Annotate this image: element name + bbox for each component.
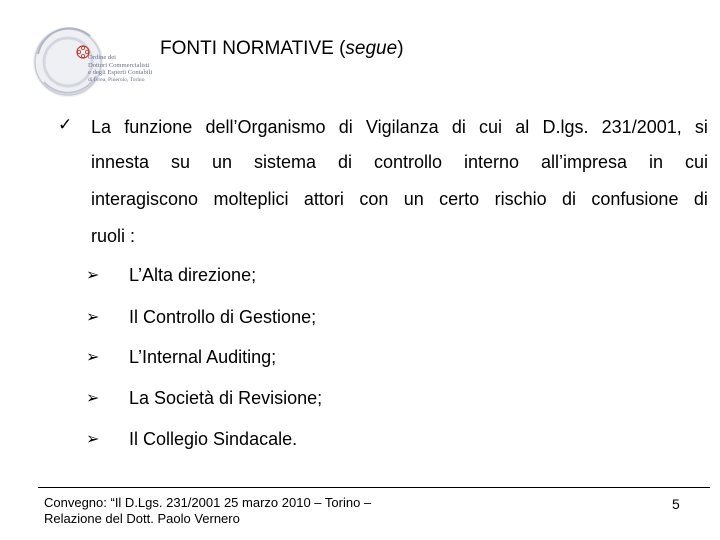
list-item: L’Alta direzione; bbox=[129, 265, 257, 285]
title-main: FONTI NORMATIVE ( bbox=[160, 38, 346, 59]
paragraph-word: interagiscono bbox=[91, 189, 199, 209]
paragraph-word: di bbox=[561, 189, 576, 209]
paragraph-word: cui bbox=[479, 117, 503, 137]
paragraph-word: sistema bbox=[254, 152, 317, 172]
logo bbox=[30, 24, 156, 104]
paragraph-word: molteplici bbox=[213, 189, 289, 209]
paragraph-word: confusione bbox=[591, 189, 679, 209]
paragraph-word: di bbox=[451, 117, 466, 137]
logo-text bbox=[88, 54, 158, 84]
logo-line: Ordine dei bbox=[88, 54, 117, 61]
page-number: 5 bbox=[672, 496, 680, 512]
logo-line: Dottori Commercialisti bbox=[88, 61, 150, 69]
paragraph-word: con bbox=[359, 189, 389, 209]
paragraph-word: al bbox=[515, 117, 530, 137]
logo-line: e degli Esperti Contabili bbox=[88, 69, 153, 77]
paragraph-word: innesta bbox=[91, 152, 150, 172]
footer-divider bbox=[38, 487, 710, 488]
paragraph-word: dell’Organismo bbox=[205, 117, 326, 137]
list-item: La Società di Revisione; bbox=[129, 388, 323, 408]
paragraph-word: 231/2001, bbox=[601, 117, 682, 137]
paragraph-word: cui bbox=[684, 152, 708, 172]
paragraph-word: D.lgs. bbox=[542, 117, 589, 137]
list-item: Il Controllo di Gestione; bbox=[129, 307, 317, 327]
paragraph-word: Vigilanza bbox=[365, 117, 439, 137]
arrow-bullet-icon: ➢ bbox=[86, 307, 100, 326]
paragraph-word: di bbox=[338, 117, 353, 137]
list-item: Il Collegio Sindacale. bbox=[129, 429, 298, 449]
footer-line-1: Convegno: “Il D.Lgs. 231/2001 25 marzo 2010 – Torino – bbox=[44, 495, 372, 510]
paragraph-word: un bbox=[403, 189, 424, 209]
arrow-bullet-icon: ➢ bbox=[86, 347, 100, 366]
arrow-bullet-icon: ➢ bbox=[86, 429, 100, 448]
paragraph-word: un bbox=[212, 152, 233, 172]
paragraph-word: si bbox=[694, 117, 708, 137]
paragraph-word: certo bbox=[439, 189, 480, 209]
list-item: L’Internal Auditing; bbox=[129, 347, 277, 367]
paragraph-word: controllo bbox=[373, 152, 443, 172]
arrow-bullet-icon: ➢ bbox=[86, 388, 100, 407]
page-title bbox=[160, 38, 404, 60]
paragraph-line-2 bbox=[91, 151, 708, 173]
paragraph-word: su bbox=[171, 152, 191, 172]
paragraph-word: di bbox=[693, 189, 708, 209]
paragraph-word: all’impresa bbox=[541, 152, 628, 172]
paragraph-word: funzione bbox=[124, 117, 193, 137]
paragraph-word: rischio bbox=[494, 189, 547, 209]
checkmark-icon: ✓ bbox=[58, 115, 73, 135]
paragraph-word: La bbox=[91, 117, 112, 137]
logo-line: di Ivrea, Pinerolo, Torino bbox=[88, 76, 145, 83]
paragraph-word: in bbox=[649, 152, 664, 172]
footer-text bbox=[44, 495, 371, 527]
footer-line-2: Relazione del Dott. Paolo Vernero bbox=[44, 511, 240, 526]
paragraph-line-1 bbox=[91, 116, 708, 138]
paragraph-line-3 bbox=[91, 188, 708, 210]
arrow-bullet-icon: ➢ bbox=[86, 265, 100, 284]
title-close: ) bbox=[397, 38, 404, 59]
paragraph-word: interno bbox=[463, 152, 520, 172]
paragraph-word: di bbox=[337, 152, 352, 172]
paragraph-line-4: ruoli : bbox=[91, 226, 136, 246]
title-italic: segue bbox=[345, 38, 398, 59]
paragraph-word: attori bbox=[303, 189, 344, 209]
